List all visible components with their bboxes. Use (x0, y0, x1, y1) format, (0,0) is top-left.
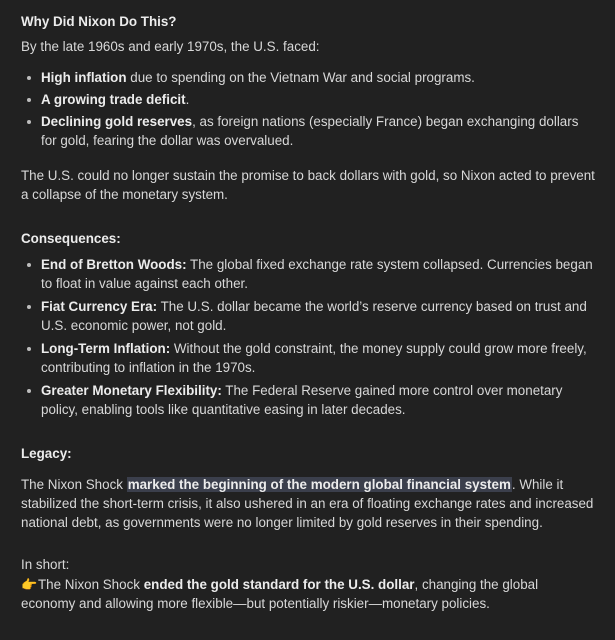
bullet-text: The Federal Reserve gained more control over monetary policy, enabling tools like quantitative easing in later decades. (41, 383, 563, 417)
section-consequences (21, 229, 595, 419)
highlighted-text: marked the beginning of the modern global financial system (127, 477, 511, 492)
legacy-text-pre: The Nixon Shock (21, 477, 127, 492)
legacy-paragraph (21, 475, 595, 532)
bullet-text: . (185, 92, 190, 107)
bullet-bold-text: A growing trade deficit (41, 92, 186, 107)
list-item (21, 112, 595, 150)
bullet-text: The global fixed exchange rate system collapsed. Currencies began to float in value against each other. (41, 257, 593, 291)
in-short-paragraph (21, 575, 595, 613)
bullet-text: Without the gold constraint, the money supply could grow more freely, contributing to inflation in the 1970s. (41, 341, 587, 375)
bullet-bold-text: High inflation (41, 70, 127, 85)
list-item (21, 255, 595, 293)
section-heading-why: Why Did Nixon Do This? (21, 14, 177, 29)
section-in-short (21, 555, 595, 613)
bullet-bold-text: End of Bretton Woods: (41, 257, 187, 272)
in-short-text-post: , changing the global economy and allowing more flexible—but potentially riskier—monetary policies. (21, 577, 539, 611)
list-item (21, 90, 595, 109)
bullet-bold-text: Fiat Currency Era: (41, 299, 158, 314)
section-why (21, 12, 595, 204)
why-bullet-list (21, 68, 595, 150)
bullet-text: , as foreign nations (especially France) began exchanging dollars for gold, fearing the dollar was overvalued. (41, 114, 579, 148)
list-item (21, 381, 595, 419)
bullet-bold-text: Declining gold reserves (41, 114, 193, 129)
in-short-text-pre: The Nixon Shock (38, 577, 144, 592)
pointing-right-hand-icon: 👉 (21, 577, 38, 592)
bullet-text: The U.S. dollar became the world’s reserve currency based on trust and U.S. economic power, not gold. (41, 299, 587, 333)
why-summary-text: The U.S. could no longer sustain the promise to back dollars with gold, so Nixon acted to prevent a collapse of the monetary system. (21, 168, 595, 202)
in-short-bold-text: ended the gold standard for the U.S. dollar (143, 577, 415, 592)
list-item (21, 68, 595, 87)
list-item (21, 339, 595, 377)
legacy-text-post: . While it stabilized the short-term crisis, it also ushered in an era of floating exchange rates and increased national debt, as governments were no longer limited by gold reserves in their spending. (21, 477, 594, 530)
in-short-heading: In short: (21, 557, 70, 572)
why-intro-text: By the late 1960s and early 1970s, the U.S. faced: (21, 39, 320, 54)
consequences-bullet-list (21, 255, 595, 419)
section-heading-consequences: Consequences: (21, 231, 121, 246)
section-heading-legacy: Legacy: (21, 446, 72, 461)
bullet-text: due to spending on the Vietnam War and social programs. (126, 70, 475, 85)
section-legacy (21, 444, 595, 532)
bullet-bold-text: Greater Monetary Flexibility: (41, 383, 222, 398)
list-item (21, 297, 595, 335)
bullet-bold-text: Long-Term Inflation: (41, 341, 171, 356)
